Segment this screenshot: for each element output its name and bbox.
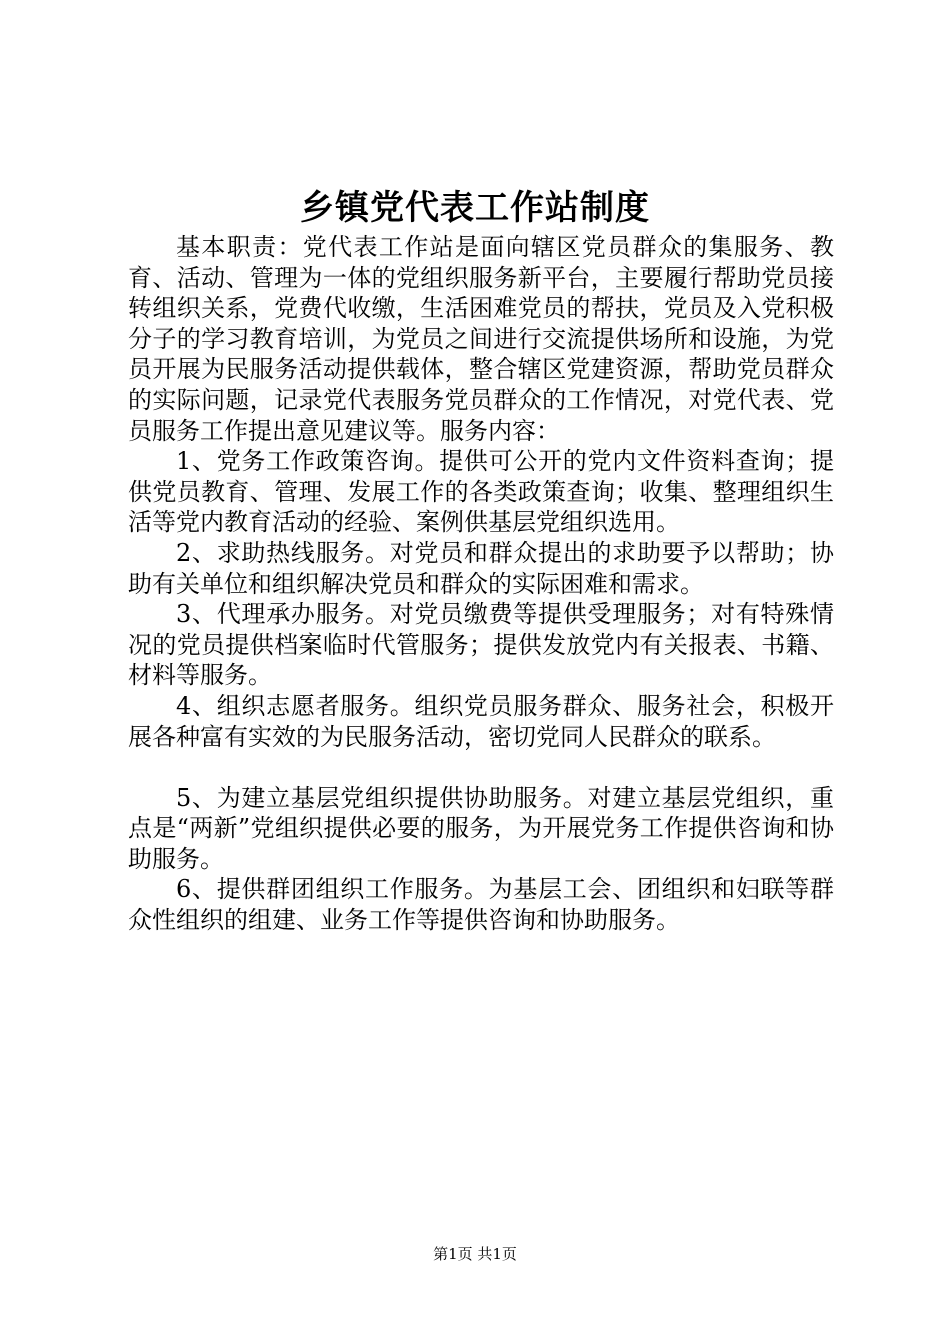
paragraph-item-6: 6、提供群团组织工作服务。为基层工会、团组织和妇联等群众性组织的组建、业务工作等提供咨询和协助服务。 [128, 875, 834, 935]
paragraph-item-3: 3、代理承办服务。对党员缴费等提供受理服务；对有特殊情况的党员提供档案临时代管服务；提供发放党内有关报表、书籍、材料等服务。 [128, 600, 834, 690]
document-body [128, 232, 834, 936]
page-footer: 第1页 共1页 [433, 1245, 517, 1263]
paragraph-item-4: 4、组织志愿者服务。组织党员服务群众、服务社会，积极开展各种富有实效的为民服务活动，密切党同人民群众的联系。 [128, 691, 834, 751]
paragraph-item-1: 1、党务工作政策咨询。提供可公开的党内文件资料查询；提供党员教育、管理、发展工作的各类政策查询；收集、整理组织生活等党内教育活动的经验、案例供基层党组织选用。 [128, 447, 834, 537]
document-title: 乡镇党代表工作站制度 [300, 188, 650, 228]
paragraph-item-2: 2、求助热线服务。对党员和群众提出的求助要予以帮助；协助有关单位和组织解决党员和群众的实际困难和需求。 [128, 538, 834, 598]
paragraph-basic-duties: 基本职责：党代表工作站是面向辖区党员群众的集服务、教育、活动、管理为一体的党组织服务新平台，主要履行帮助党员接转组织关系，党费代收缴，生活困难党员的帮扶，党员及入党积极分子的学习教育培训，为党员之间进行交流提供场所和设施，为党员开展为民服务活动提供载体，整合辖区党建资源，帮助党员群众的实际问题，记录党代表服务党员群众的工作情况，对党代表、党员服务工作提出意见建议等。服务内容： [128, 233, 834, 445]
blank-line [128, 752, 834, 783]
paragraph-item-5: 5、为建立基层党组织提供协助服务。对建立基层党组织，重点是“两新”党组织提供必要的服务，为开展党务工作提供咨询和协助服务。 [128, 783, 834, 873]
